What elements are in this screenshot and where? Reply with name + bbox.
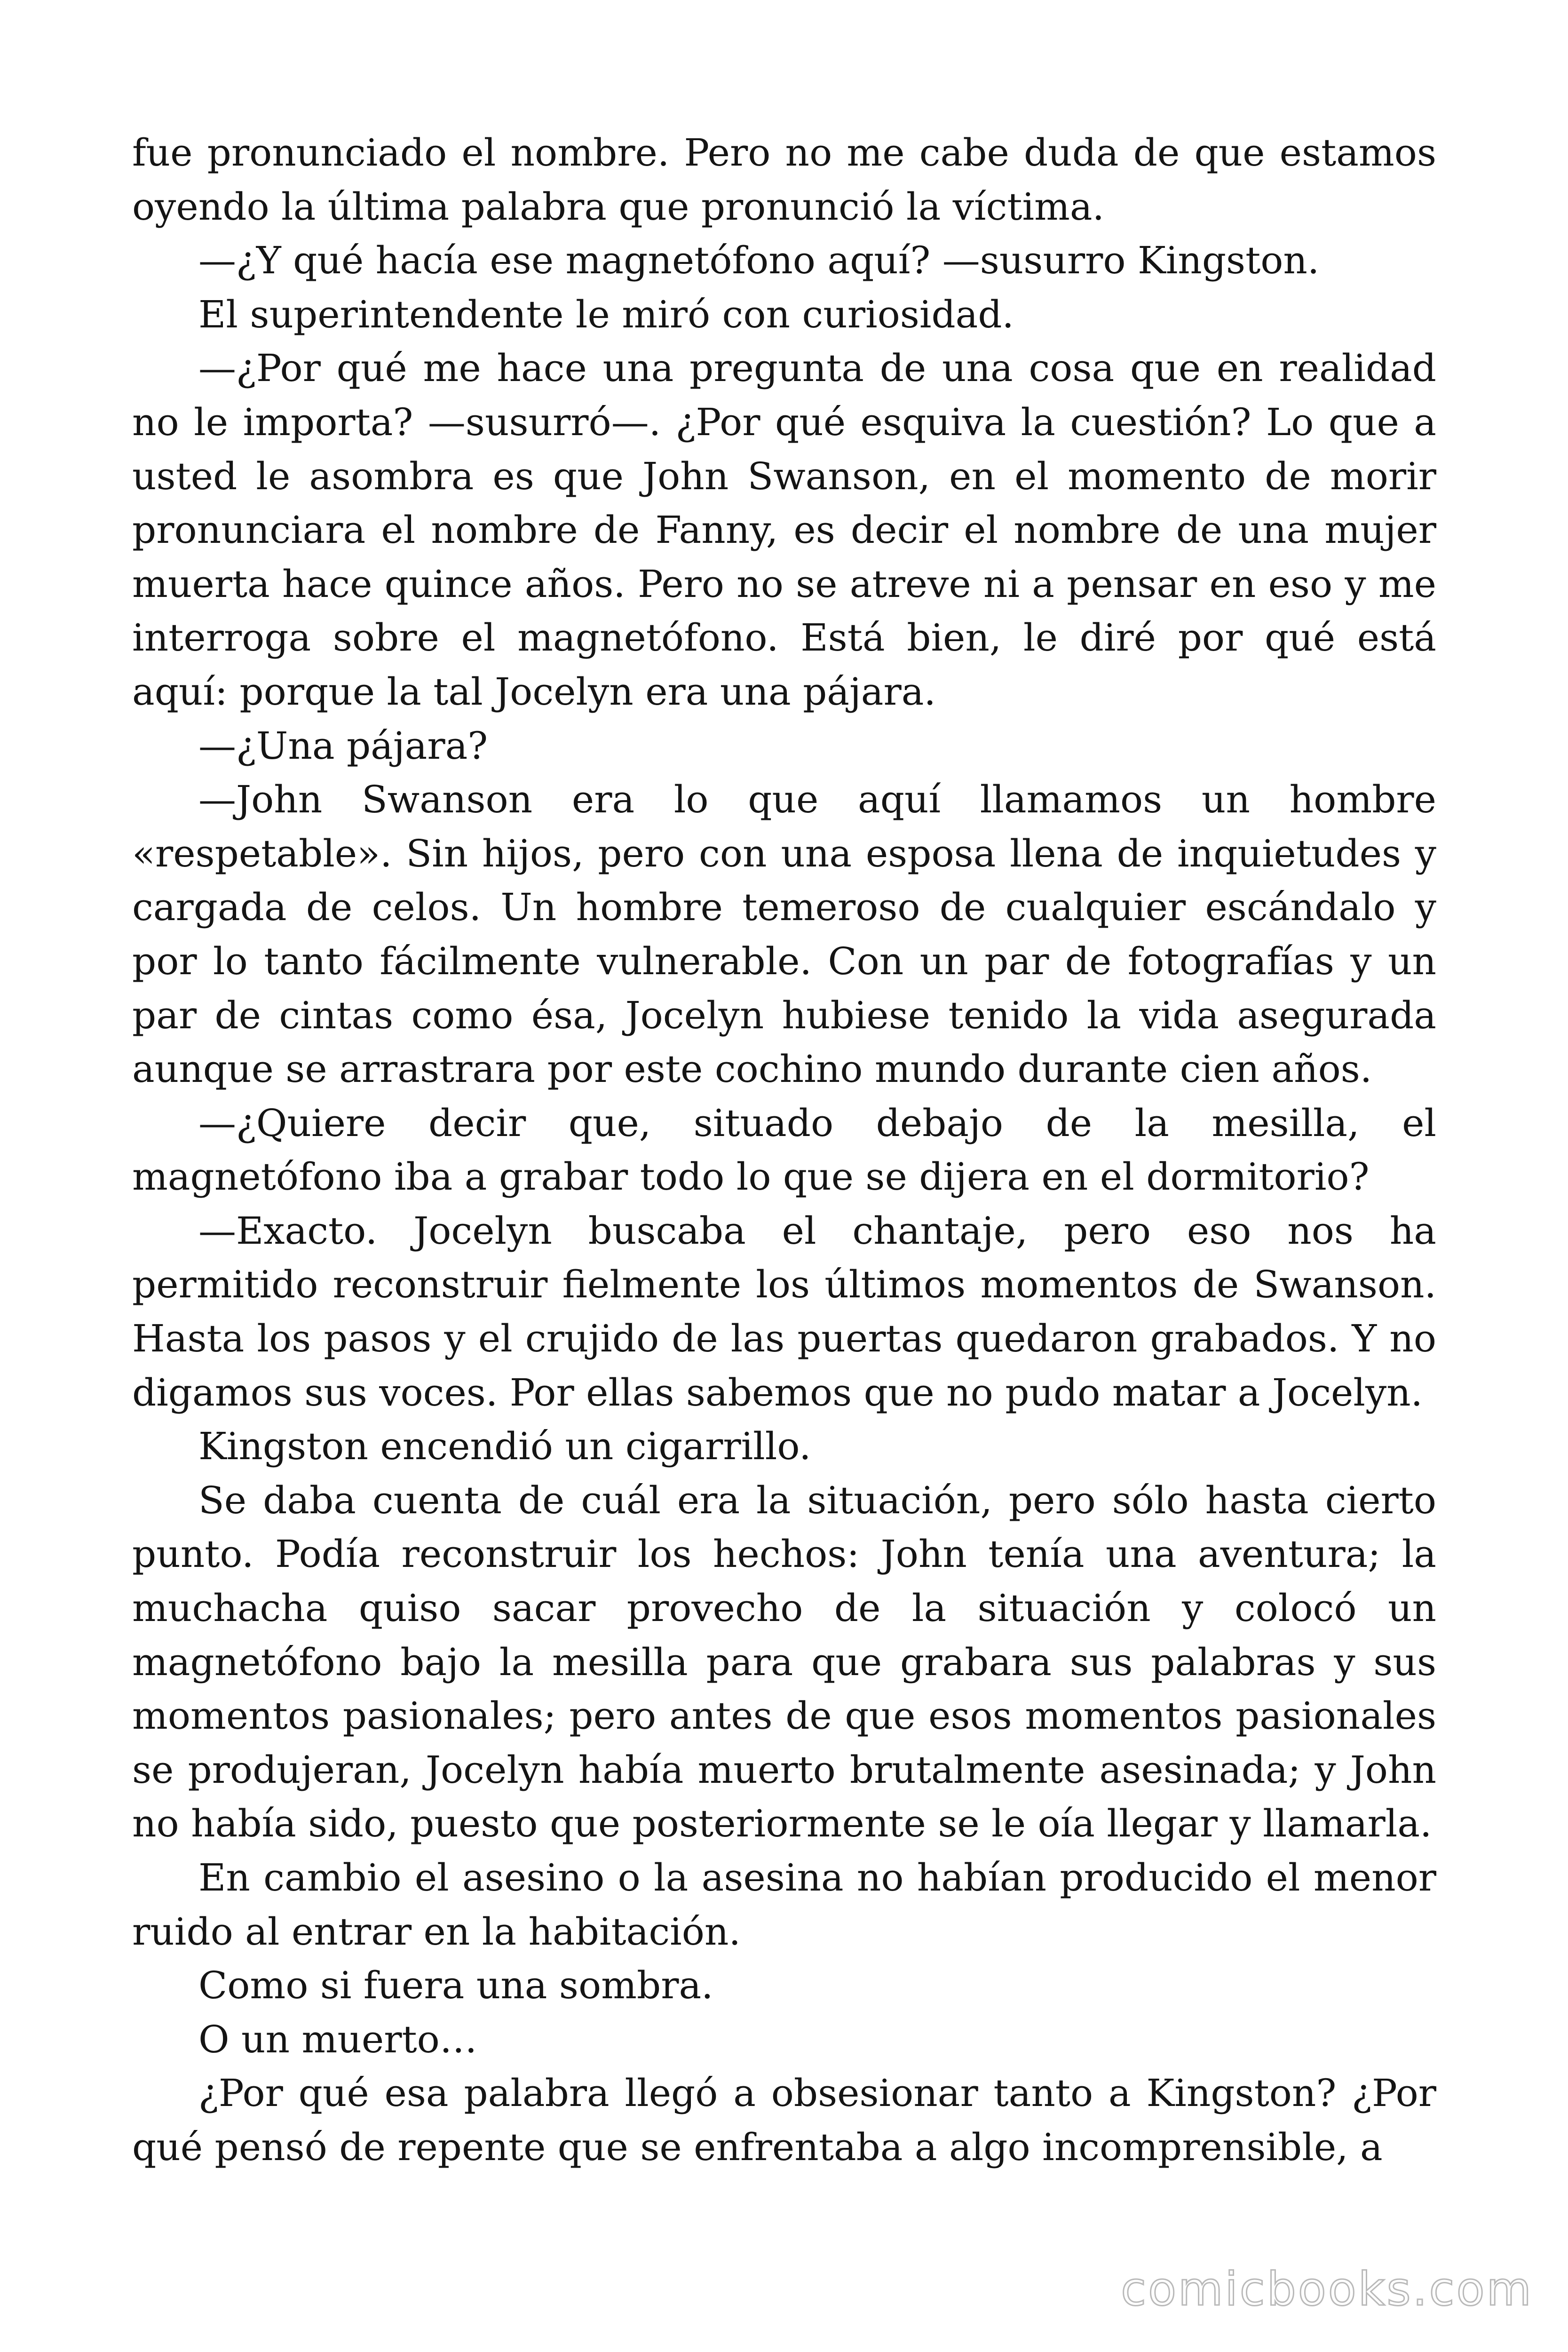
paragraph: En cambio el asesino o la asesina no habían producido el menor ruido al entrar en la habitación. xyxy=(132,1856,1436,1954)
watermark: comicbooks.com xyxy=(1121,2263,1533,2316)
paragraph: Como si fuera una sombra. xyxy=(198,1963,713,2008)
paragraph: —¿Una pájara? xyxy=(198,723,488,768)
paragraph: El superintendente le miró con curiosidad. xyxy=(198,292,1014,336)
paragraph: —Exacto. Jocelyn buscaba el chantaje, pero eso nos ha permitido reconstruir fielmente los últimos momentos de Swanson. Hasta los pasos y el crujido de las puertas quedaron grabados. Y no digamos sus voces. Por ellas sabemos que no pudo matar a Jocelyn. xyxy=(132,1208,1436,1414)
paragraph: Kingston encendió un cigarrillo. xyxy=(198,1424,811,1469)
page-body xyxy=(132,126,1436,2175)
paragraph: Se daba cuenta de cuál era la situación, pero sólo hasta cierto punto. Podía reconstruir los hechos: John tenía una aventura; la muchacha quiso sacar provecho de la situación y colocó un magnetófono bajo la mesilla para que grabara sus palabras y sus momentos pasionales; pero antes de que esos momentos pasionales se produjeran, Jocelyn había muerto brutalmente asesinada; y John no había sido, puesto que posteriormente se le oía llegar y llamarla. xyxy=(132,1478,1436,1846)
paragraph: —¿Por qué me hace una pregunta de una cosa que en realidad no le importa? —susurró—. ¿Por qué esquiva la cuestión? Lo que a usted le asombra es que John Swanson, en el momento de morir pronunciara el nombre de Fanny, es decir el nombre de una mujer muerta hace quince años. Pero no se atreve ni a pensar en eso y me interroga sobre el magnetófono. Está bien, le diré por qué está aquí: porque la tal Jocelyn era una pájara. xyxy=(132,346,1436,714)
paragraph: —¿Quiere decir que, situado debajo de la mesilla, el magnetófono iba a grabar todo lo que se dijera en el dormitorio? xyxy=(132,1101,1436,1199)
paragraph: —¿Y qué hacía ese magnetófono aquí? —susurro Kingston. xyxy=(198,238,1320,283)
paragraph: —John Swanson era lo que aquí llamamos un hombre «respetable». Sin hijos, pero con una esposa llena de inquietudes y cargada de celos. Un hombre temeroso de cualquier escándalo y por lo tanto fácilmente vulnerable. Con un par de fotografías y un par de cintas como ésa, Jocelyn hubiese tenido la vida asegurada aunque se arrastrara por este cochino mundo durante cien años. xyxy=(132,778,1436,1091)
paragraph: fue pronunciado el nombre. Pero no me cabe duda de que estamos oyendo la última palabra que pronunció la víctima. xyxy=(132,131,1436,229)
paragraph: ¿Por qué esa palabra llegó a obsesionar tanto a Kingston? ¿Por qué pensó de repente que se enfrentaba a algo incomprensible, a xyxy=(132,2071,1436,2169)
paragraph: O un muerto… xyxy=(198,2017,477,2061)
